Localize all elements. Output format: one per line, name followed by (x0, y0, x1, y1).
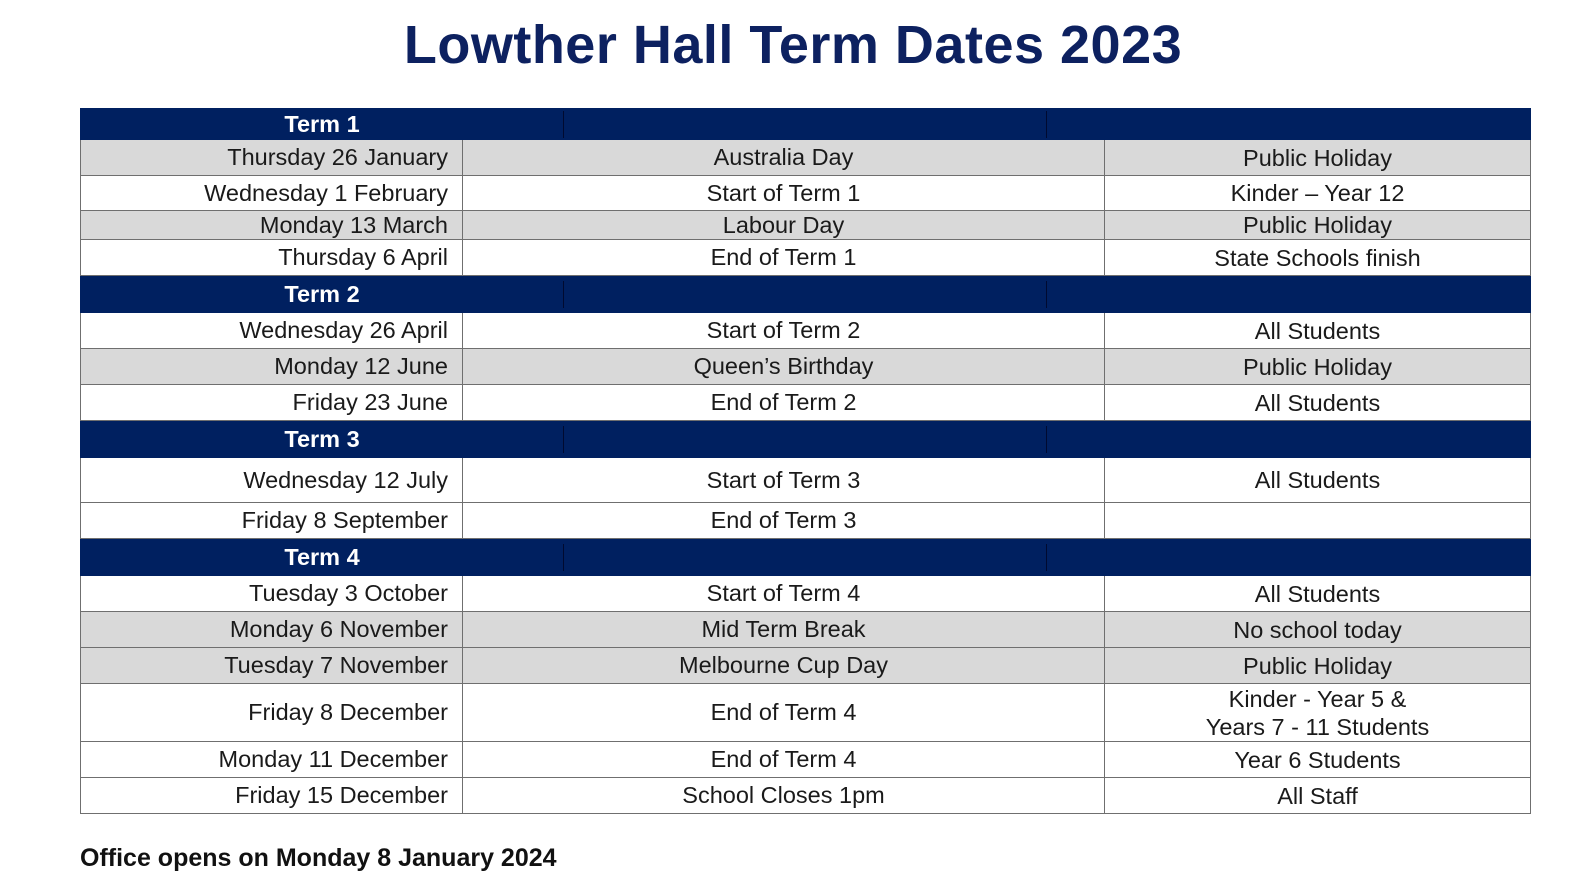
date-cell: Monday 13 March (81, 211, 463, 240)
note-cell (1105, 503, 1531, 539)
page-title: Lowther Hall Term Dates 2023 (403, 15, 1183, 75)
event-cell: Australia Day (463, 140, 1105, 176)
table-row (81, 211, 1531, 240)
date-cell: Wednesday 12 July (81, 458, 463, 503)
event-cell: Melbourne Cup Day (463, 648, 1105, 684)
date-cell: Thursday 26 January (81, 140, 463, 176)
note-cell: State Schools finish (1105, 240, 1531, 276)
term-label: Term 4 (81, 544, 564, 571)
event-cell: Mid Term Break (463, 612, 1105, 648)
note-cell: All Students (1105, 385, 1531, 421)
event-cell: Start of Term 1 (463, 176, 1105, 211)
event-cell: Start of Term 3 (463, 458, 1105, 503)
table-row (81, 349, 1531, 385)
event-cell: Start of Term 4 (463, 576, 1105, 612)
note-cell: All Students (1105, 458, 1531, 503)
table-row (81, 313, 1531, 349)
table-row (81, 176, 1531, 211)
term-header-row (81, 109, 1531, 140)
date-cell: Monday 12 June (81, 349, 463, 385)
note-cell: All Staff (1105, 778, 1531, 814)
table-row (81, 684, 1531, 742)
event-cell: Labour Day (463, 211, 1105, 240)
table-row (81, 612, 1531, 648)
note-cell: All Students (1105, 313, 1531, 349)
note-cell: Public Holiday (1105, 349, 1531, 385)
event-cell: End of Term 4 (463, 684, 1105, 742)
date-cell: Friday 8 December (81, 684, 463, 742)
note-line: Kinder - Year 5 & (1228, 685, 1407, 712)
date-cell: Thursday 6 April (81, 240, 463, 276)
event-cell: School Closes 1pm (463, 778, 1105, 814)
event-cell: End of Term 2 (463, 385, 1105, 421)
note-cell: Year 6 Students (1105, 742, 1531, 778)
date-cell: Monday 6 November (81, 612, 463, 648)
note-cell: Kinder – Year 12 (1105, 176, 1531, 211)
table-row (81, 240, 1531, 276)
event-cell: Start of Term 2 (463, 313, 1105, 349)
table-row (81, 140, 1531, 176)
table-row (81, 458, 1531, 503)
table-row (81, 648, 1531, 684)
term-label: Term 1 (81, 111, 564, 138)
note-cell: No school today (1105, 612, 1531, 648)
table-row (81, 742, 1531, 778)
date-cell: Tuesday 3 October (81, 576, 463, 612)
note-cell: Public Holiday (1105, 140, 1531, 176)
date-cell: Friday 23 June (81, 385, 463, 421)
table-row (81, 576, 1531, 612)
office-opens-note: Office opens on Monday 8 January 2024 (80, 844, 557, 872)
date-cell: Monday 11 December (81, 742, 463, 778)
date-cell: Wednesday 1 February (81, 176, 463, 211)
event-cell: End of Term 1 (463, 240, 1105, 276)
note-cell: Public Holiday (1105, 648, 1531, 684)
table-row (81, 778, 1531, 814)
table-row (81, 503, 1531, 539)
term-header-row (81, 421, 1531, 458)
date-cell: Friday 8 September (81, 503, 463, 539)
event-cell: End of Term 3 (463, 503, 1105, 539)
term-dates-table (80, 108, 1531, 814)
term-label: Term 3 (81, 426, 564, 453)
note-cell (1105, 684, 1531, 742)
term-header-row (81, 276, 1531, 313)
note-cell: Public Holiday (1105, 211, 1531, 240)
table-row (81, 385, 1531, 421)
note-cell: All Students (1105, 576, 1531, 612)
term-header-row (81, 539, 1531, 576)
event-cell: Queen’s Birthday (463, 349, 1105, 385)
date-cell: Tuesday 7 November (81, 648, 463, 684)
event-cell: End of Term 4 (463, 742, 1105, 778)
date-cell: Friday 15 December (81, 778, 463, 814)
date-cell: Wednesday 26 April (81, 313, 463, 349)
term-label: Term 2 (81, 281, 564, 308)
note-line: Years 7 - 11 Students (1205, 713, 1430, 740)
